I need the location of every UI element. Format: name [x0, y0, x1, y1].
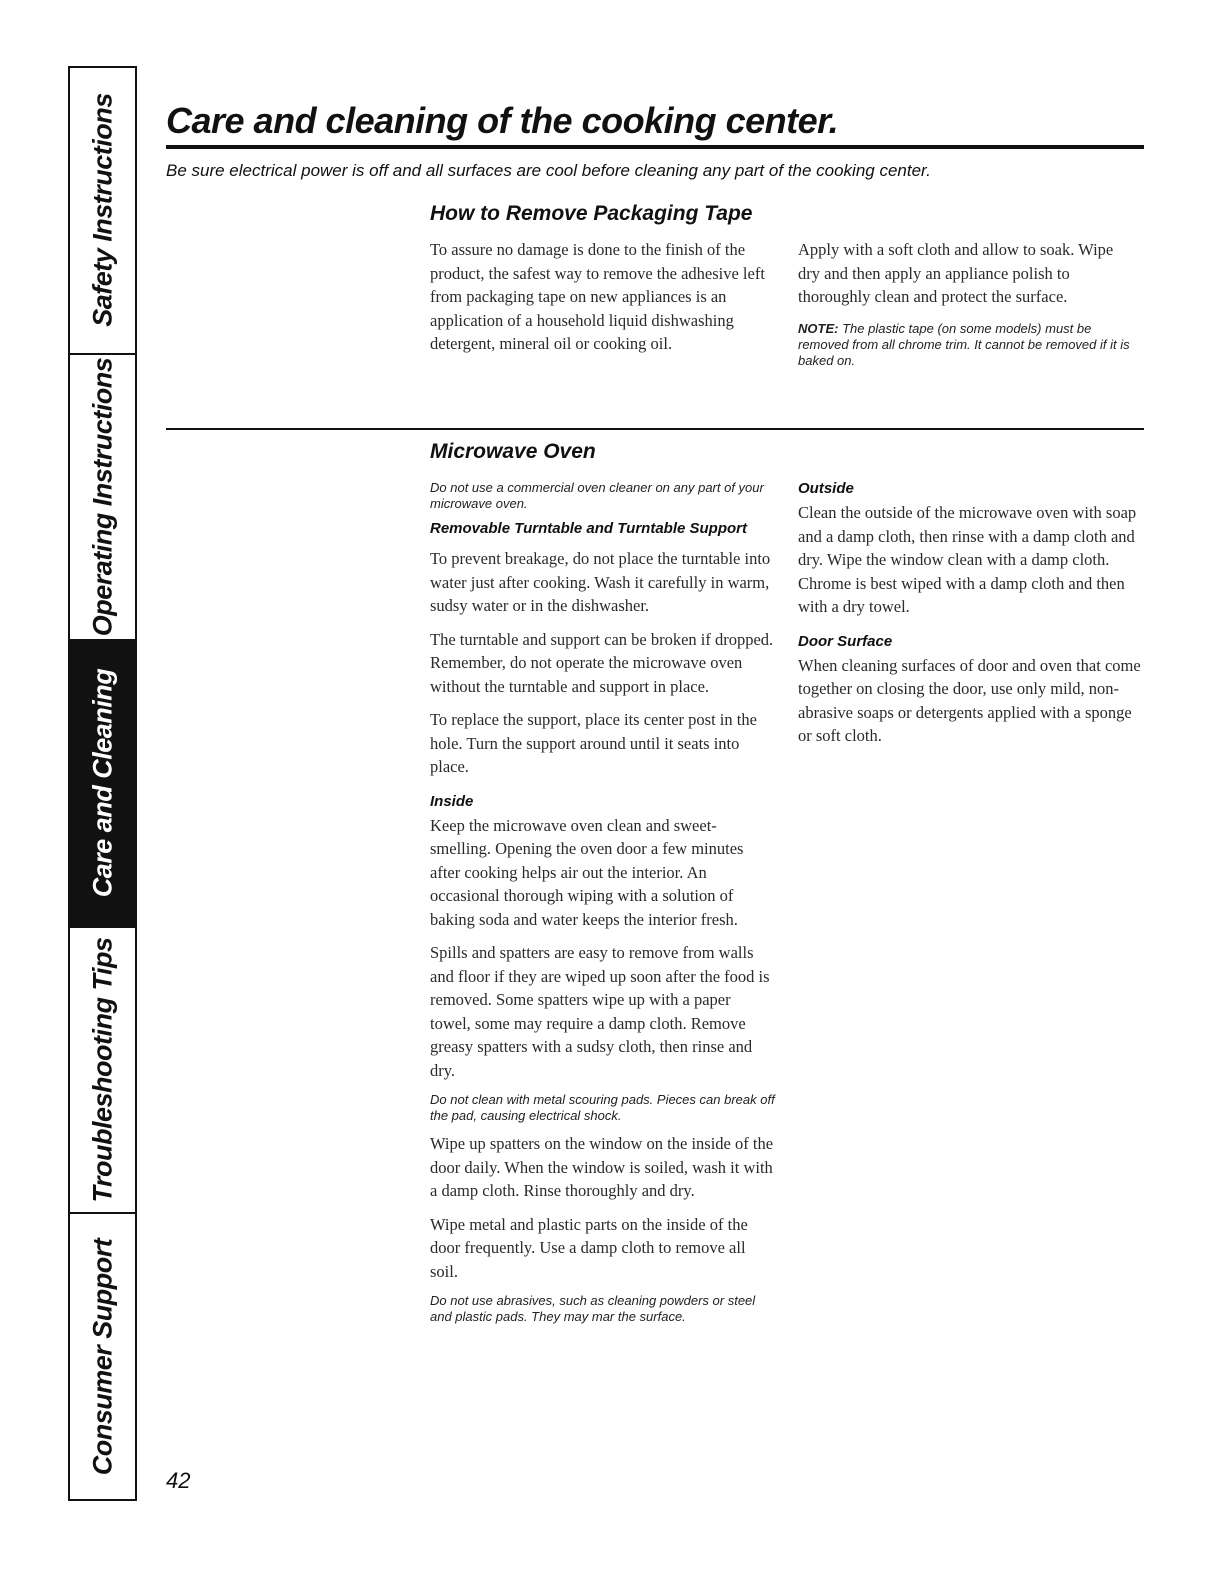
turntable-paragraph: The turntable and support can be broken if dropped. Remember, do not operate the microwave oven without the turntable and support in place. — [430, 629, 774, 696]
turntable-paragraph: To prevent breakage, do not place the turntable into water just after cooking. Wash it carefully in warm, sudsy water or in the dishwasher. — [430, 549, 771, 615]
packaging-apply-text: Apply with a soft cloth and allow to soak. Wipe dry and then apply an appliance polish to thoroughly clean and protect the surface. — [798, 240, 1114, 306]
door-surface-paragraph: When cleaning surfaces of door and oven that come together on closing the door, use only mild, non-abrasive soaps or detergents applied with a sponge or soft cloth. — [798, 655, 1141, 745]
inside-warning-note: Do not clean with metal scouring pads. Pieces can break off the pad, causing electrical shock. — [430, 1092, 775, 1123]
microwave-heading: Microwave Oven — [430, 440, 596, 463]
tab-label: Consumer Support — [87, 1238, 117, 1475]
tab-label: Operating Instructions — [87, 357, 117, 637]
inside-paragraph: Wipe metal and plastic parts on the inside of the door frequently. Use a damp cloth to remove all soil. — [430, 1214, 748, 1281]
microwave-intro-note: Do not use a commercial oven cleaner on any part of your microwave oven. — [430, 480, 764, 511]
tab-label: Troubleshooting Tips — [87, 937, 117, 1203]
page-number: 42 — [166, 1468, 191, 1493]
section-tab-bar — [68, 66, 137, 1501]
section-divider — [166, 428, 1144, 430]
turntable-heading: Removable Turntable and Turntable Support — [430, 520, 747, 537]
tab-safety-instructions[interactable] — [70, 68, 135, 355]
title-divider — [166, 145, 1144, 149]
outside-heading: Outside — [798, 480, 854, 497]
packaging-text: To assure no damage is done to the finish of the product, the safest way to remove the adhesive left from packaging tape on new appliances is an application of a household liquid dishwashing detergent, mineral oil or cooking oil. — [430, 240, 765, 353]
packaging-heading: How to Remove Packaging Tape — [430, 202, 753, 225]
packaging-note — [798, 321, 1138, 369]
door-surface-heading: Door Surface — [798, 632, 893, 650]
tab-troubleshooting-tips[interactable] — [70, 928, 135, 1215]
inside-paragraph: Wipe up spatters on the window on the inside of the door daily. When the window is soiled, wash it with a damp cloth. Rinse thoroughly and dry. — [430, 1134, 774, 1200]
outside-paragraph: Clean the outside of the microwave oven with soap and a damp cloth, then rinse with a damp cloth and dry. Wipe the window clean with a damp cloth. Chrome is best wiped with a damp cloth and then with a dry towel. — [798, 503, 1137, 616]
tab-label: Care and Cleaning — [87, 669, 117, 898]
turntable-paragraph: To replace the support, place its center post in the hole. Turn the support around until it seats into place. — [430, 710, 757, 776]
inside-heading: Inside — [430, 792, 474, 810]
microwave-right-column — [798, 480, 1143, 758]
microwave-left-column — [430, 480, 775, 1333]
page-title: Care and cleaning of the cooking center. — [166, 100, 839, 141]
tab-operating-instructions[interactable] — [70, 355, 135, 642]
page-subtitle: Be sure electrical power is off and all surfaces are cool before cleaning any part of the cooking center. — [166, 161, 931, 180]
inside-paragraph: Spills and spatters are easy to remove from walls and floor if they are wiped up soon after the food is removed. Some spatters wipe up with a paper towel, some may require a damp cloth. Remove greasy spatters with a sudsy cloth, then rinse and dry. — [430, 943, 770, 1080]
tab-label: Safety Instructions — [87, 93, 117, 328]
note-label: NOTE: — [798, 320, 839, 336]
packaging-right-column — [798, 238, 1138, 377]
inside-paragraph: Keep the microwave oven clean and sweet-smelling. Opening the oven door a few minutes after cooking helps air out the interior. An occasional thorough wiping with a solution of baking soda and water keeps the interior fresh. — [430, 815, 744, 929]
note-text: The plastic tape (on some models) must be removed from all chrome trim. It cannot be removed if it is baked on. — [798, 320, 1130, 368]
tab-consumer-support[interactable] — [70, 1214, 135, 1499]
packaging-left-column — [430, 238, 770, 366]
inside-abrasives-note: Do not use abrasives, such as cleaning powders or steel and plastic pads. They may mar the surface. — [430, 1293, 756, 1324]
tab-care-and-cleaning[interactable] — [70, 641, 135, 928]
